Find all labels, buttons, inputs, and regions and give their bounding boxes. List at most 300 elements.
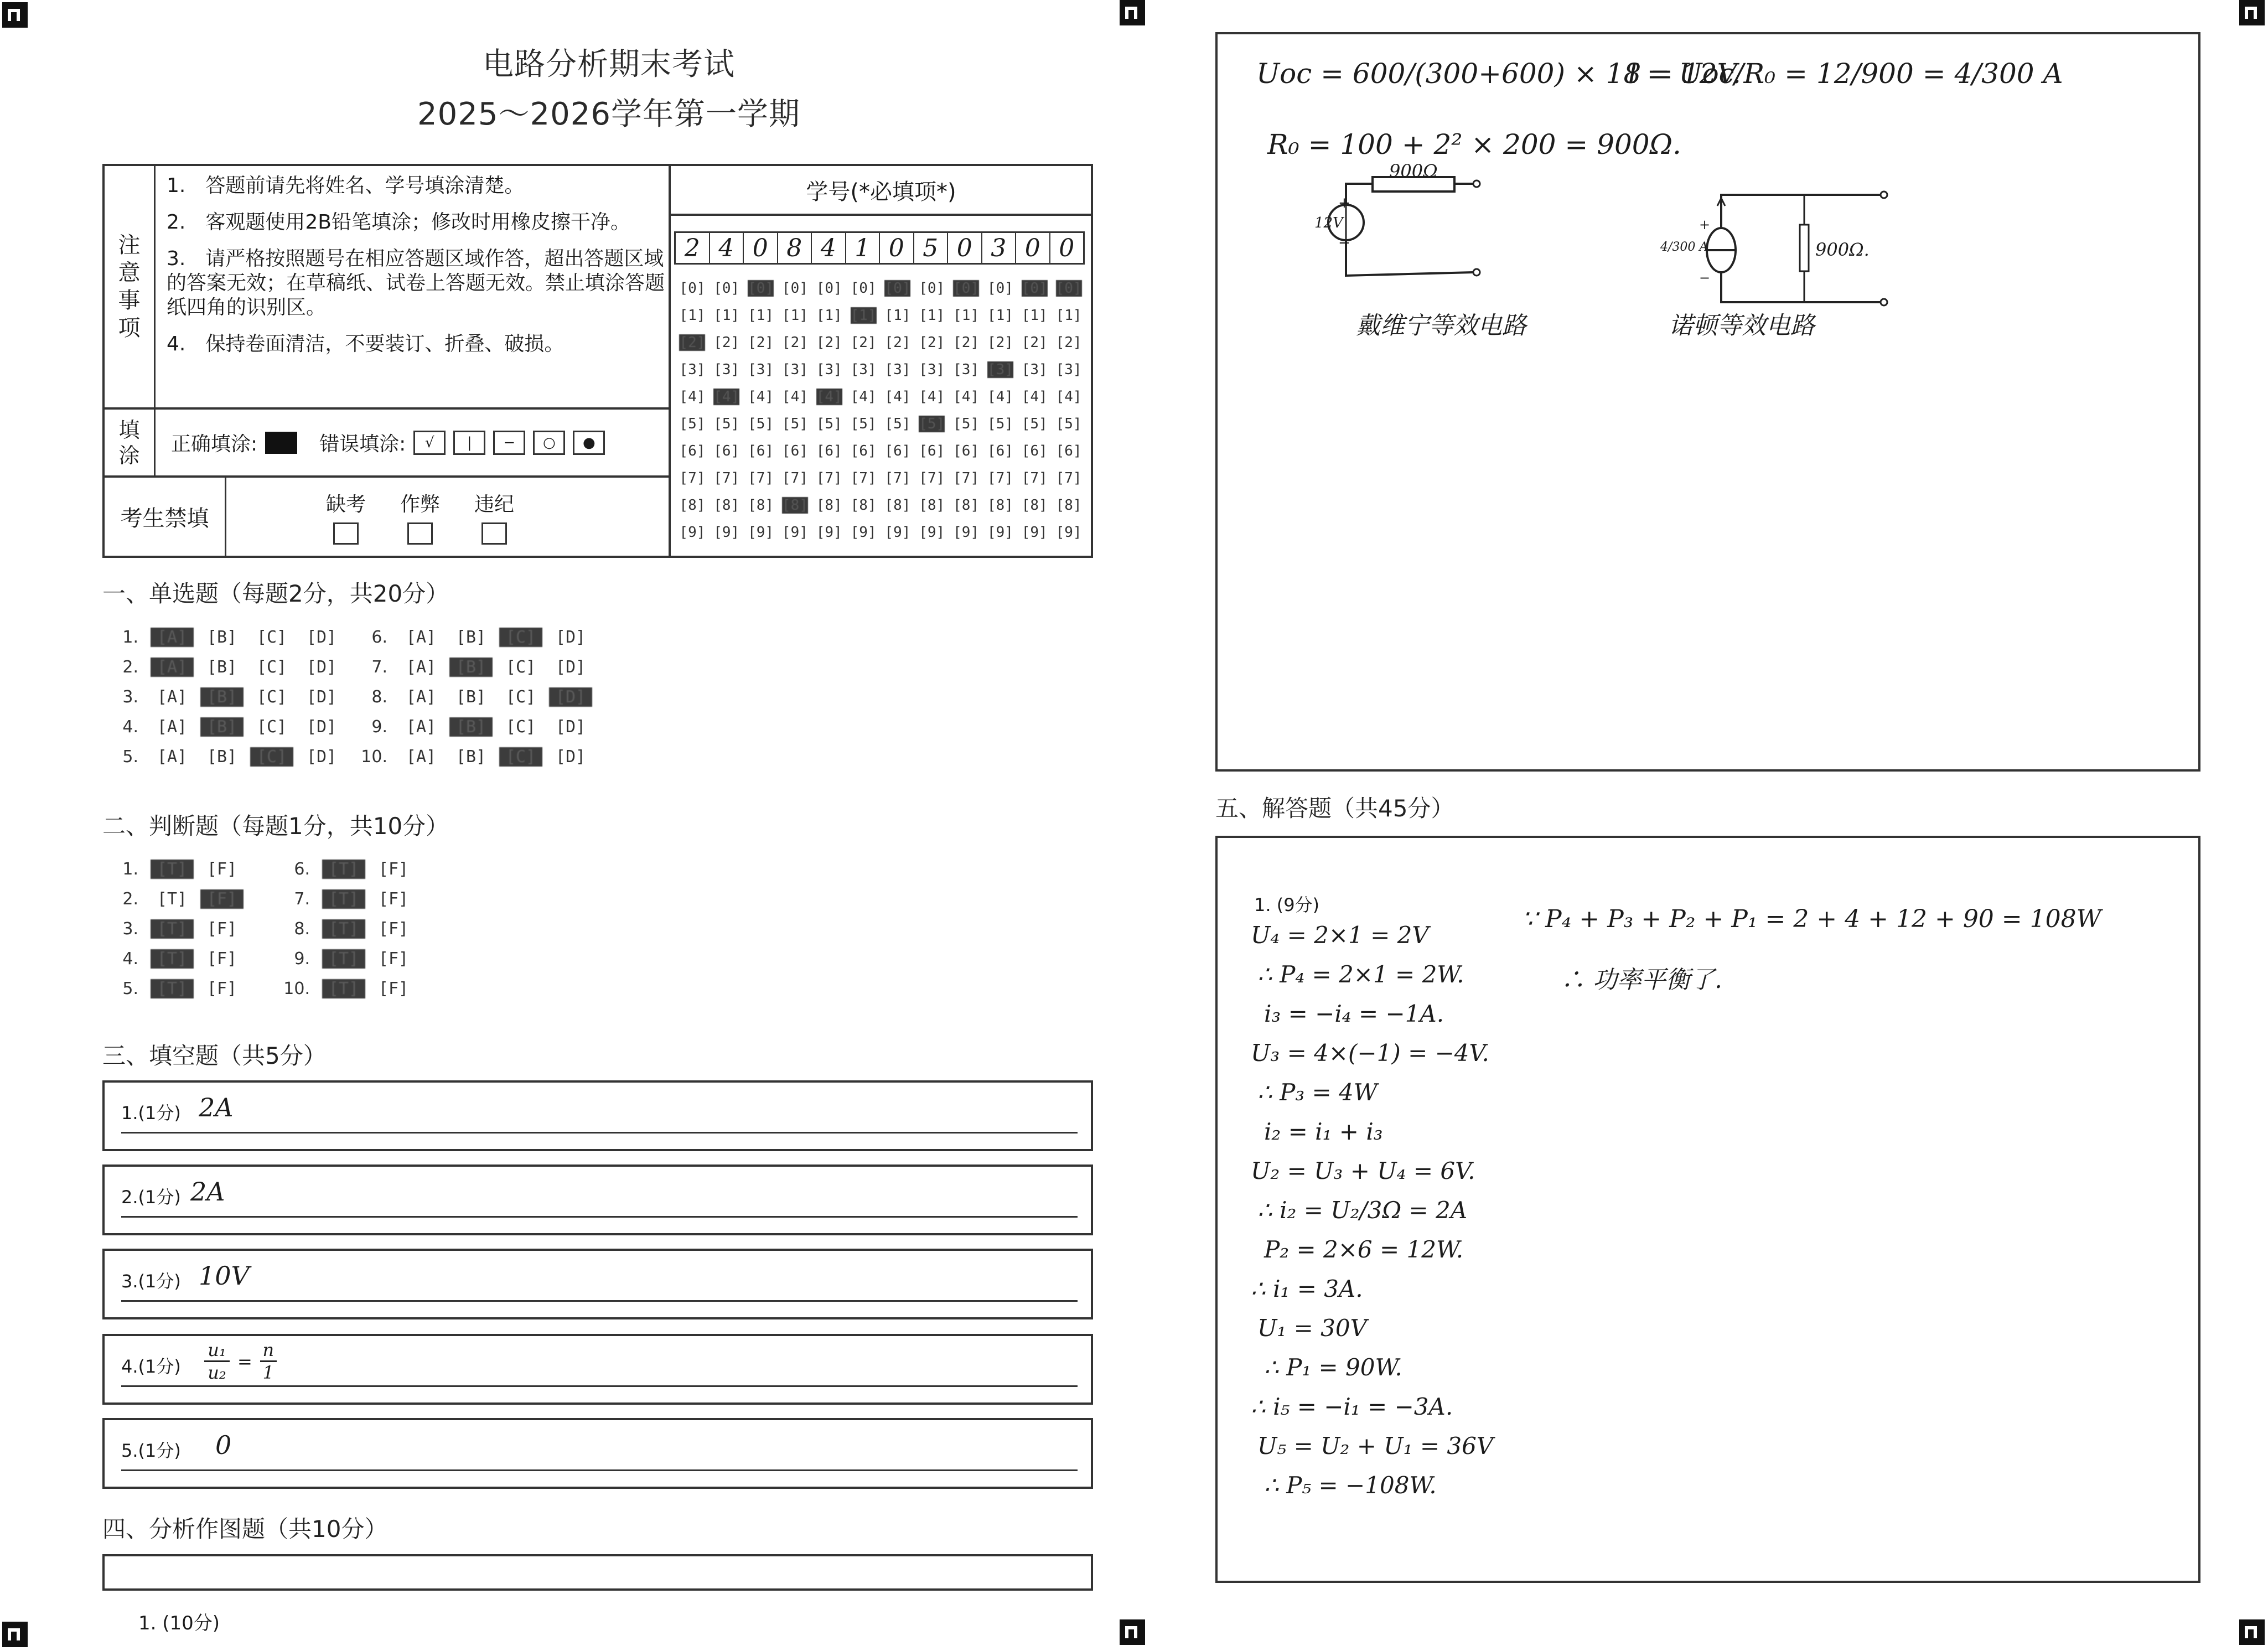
corner-marker-top-center bbox=[1120, 0, 1145, 25]
student-id-bubble[interactable]: [0] bbox=[919, 280, 945, 297]
student-id-bubble[interactable]: [3] bbox=[1055, 361, 1082, 378]
corner-marker-top-left bbox=[2, 2, 28, 28]
option-bubble-d[interactable]: [D] bbox=[306, 747, 337, 767]
corner-marker-top-right bbox=[2239, 0, 2265, 25]
student-id-bubble[interactable]: [7] bbox=[953, 469, 980, 486]
forbidden-label: 考生禁填 bbox=[105, 478, 226, 556]
option-bubble-t[interactable]: [T] bbox=[151, 919, 194, 939]
note-item: 1. 答题前请先将姓名、学号填涂清楚。 bbox=[167, 174, 525, 197]
notes-section bbox=[105, 166, 671, 410]
student-id-header: 学号(*必填项*) bbox=[671, 166, 1091, 216]
student-id-bubble[interactable]: [8] bbox=[679, 496, 706, 514]
student-id-bubble[interactable]: [6] bbox=[919, 442, 945, 459]
student-id-bubble[interactable]: [9] bbox=[1021, 524, 1048, 541]
question-number: 5. bbox=[122, 747, 138, 767]
student-id-bubble[interactable]: [9] bbox=[679, 524, 706, 541]
question-number: 7. bbox=[371, 657, 387, 677]
option-bubble-f[interactable]: [F] bbox=[206, 859, 237, 879]
section5-left-work bbox=[1251, 915, 1493, 1505]
option-bubble-d[interactable]: [D] bbox=[306, 657, 337, 677]
student-id-bubble[interactable]: [8] bbox=[781, 496, 808, 514]
option-bubble-b[interactable]: [B] bbox=[206, 747, 237, 767]
student-id-bubble[interactable]: [5] bbox=[713, 415, 740, 432]
option-bubble-b[interactable]: [B] bbox=[455, 747, 486, 767]
student-id-bubble[interactable]: [1] bbox=[1021, 307, 1048, 324]
question-row bbox=[105, 712, 350, 742]
student-id-bubble[interactable]: [1] bbox=[850, 307, 877, 324]
student-id-bubble[interactable]: [1] bbox=[748, 307, 774, 324]
student-id-bubble[interactable]: [0] bbox=[679, 280, 706, 297]
question-row bbox=[277, 944, 422, 974]
question-number: 1. bbox=[122, 859, 138, 879]
student-id-bubble[interactable]: [8] bbox=[884, 496, 911, 514]
student-id-bubble[interactable]: [4] bbox=[1055, 388, 1082, 405]
student-id-bubble[interactable]: [4] bbox=[781, 388, 808, 405]
violation-label: 违纪 bbox=[474, 493, 515, 516]
work-line: ∴ P₃ = 4W bbox=[1257, 1079, 1378, 1106]
question-number: 2. bbox=[122, 657, 138, 677]
student-id-bubble[interactable]: [9] bbox=[953, 524, 980, 541]
student-id-digit-cell[interactable]: 5 bbox=[914, 233, 949, 263]
question-number: 3. bbox=[122, 919, 138, 939]
exam-term: 2025～2026学年第一学期 bbox=[417, 96, 801, 132]
student-id-bubble[interactable]: [5] bbox=[987, 415, 1013, 432]
work-line: ∴ P₁ = 90W. bbox=[1264, 1354, 1402, 1381]
option-bubble-d[interactable]: [D] bbox=[549, 687, 592, 707]
student-id-bubble[interactable]: [2] bbox=[816, 334, 842, 351]
fill-guide bbox=[105, 410, 671, 478]
blank-answer-3: 10V bbox=[199, 1261, 250, 1291]
option-bubble-d[interactable]: [D] bbox=[555, 657, 586, 677]
student-id-bubble[interactable]: [6] bbox=[679, 442, 706, 459]
student-id-bubble[interactable]: [1] bbox=[816, 307, 842, 324]
notes-label: 注 意 事 项 bbox=[105, 166, 156, 407]
student-id-bubble[interactable]: [2] bbox=[748, 334, 774, 351]
corner-marker-bottom-center bbox=[1120, 1619, 1145, 1645]
question-number: 6. bbox=[294, 859, 310, 879]
work-line: ∴ i₁ = 3A. bbox=[1251, 1275, 1363, 1302]
section5-answer-box[interactable] bbox=[1215, 836, 2200, 1583]
student-id-bubble[interactable]: [7] bbox=[679, 469, 706, 486]
option-bubble-f[interactable]: [F] bbox=[206, 919, 237, 939]
option-bubble-t[interactable]: [T] bbox=[151, 979, 194, 998]
r0-equation: R₀ = 100 + 2² × 200 = 900Ω. bbox=[1267, 128, 1681, 161]
student-id-bubble[interactable]: [6] bbox=[816, 442, 842, 459]
student-id-bubble[interactable]: [5] bbox=[884, 415, 911, 432]
norton-resistor-label: 900Ω. bbox=[1815, 239, 1870, 260]
option-bubble-c[interactable]: [C] bbox=[256, 627, 287, 647]
work-line: U₂ = U₃ + U₄ = 6V. bbox=[1251, 1157, 1475, 1184]
student-id-bubble[interactable]: [6] bbox=[713, 442, 740, 459]
student-id-bubble[interactable]: [8] bbox=[850, 496, 877, 514]
option-bubble-a[interactable]: [A] bbox=[151, 628, 194, 647]
work-line: U₅ = U₂ + U₁ = 36V bbox=[1257, 1432, 1494, 1459]
work-line: P₂ = 2×6 = 12W. bbox=[1264, 1236, 1464, 1263]
option-bubble-f[interactable]: [F] bbox=[378, 859, 409, 879]
student-id-bubble[interactable]: [2] bbox=[884, 334, 911, 351]
option-bubble-t[interactable]: [T] bbox=[322, 889, 365, 909]
tf-column-1 bbox=[105, 854, 250, 1003]
question-number: 6. bbox=[371, 627, 387, 647]
student-id-bubble[interactable]: [8] bbox=[713, 496, 740, 514]
tf-column-2 bbox=[277, 854, 422, 1003]
student-id-bubble[interactable]: [1] bbox=[953, 307, 980, 324]
current-equation: I = Uoc/R₀ = 12/900 = 4/300 A bbox=[1627, 58, 2063, 90]
note-item: 3. 请严格按照题号在相应答题区域作答，超出答题区域的答案无效；在草稿纸、试卷上答题无效。禁止填涂答题纸四角的识别区。 bbox=[167, 247, 665, 319]
student-id-bubble[interactable]: [5] bbox=[850, 415, 877, 432]
question-number: 1. bbox=[122, 627, 138, 647]
student-id-bubble[interactable]: [6] bbox=[781, 442, 808, 459]
student-id-bubble[interactable]: [6] bbox=[850, 442, 877, 459]
student-id-bubble[interactable]: [9] bbox=[919, 524, 945, 541]
student-id-bubble[interactable]: [2] bbox=[679, 334, 706, 351]
student-id-bubble[interactable]: [2] bbox=[781, 334, 808, 351]
question-number: 10. bbox=[283, 979, 310, 998]
option-bubble-a[interactable]: [A] bbox=[151, 658, 194, 677]
option-bubble-c[interactable]: [C] bbox=[256, 717, 287, 737]
student-id-bubble[interactable]: [7] bbox=[1055, 469, 1082, 486]
exam-title: 电路分析期末考试 bbox=[483, 46, 735, 82]
option-bubble-a[interactable]: [A] bbox=[157, 717, 188, 737]
student-id-bubble[interactable]: [3] bbox=[884, 361, 911, 378]
student-id-section bbox=[671, 166, 1091, 556]
option-bubble-a[interactable]: [A] bbox=[157, 747, 188, 767]
student-id-bubble[interactable]: [0] bbox=[987, 280, 1013, 297]
info-table bbox=[102, 164, 1093, 558]
work-line: i₃ = −i₄ = −1A. bbox=[1264, 1000, 1444, 1027]
student-id-bubble[interactable]: [8] bbox=[816, 496, 842, 514]
section4-answer-box[interactable] bbox=[102, 1554, 1093, 1591]
student-id-bubble[interactable]: [3] bbox=[713, 361, 740, 378]
question-row bbox=[105, 914, 250, 944]
student-id-bubble[interactable]: [2] bbox=[919, 334, 945, 351]
student-id-bubble[interactable]: [5] bbox=[679, 415, 706, 432]
student-id-digit-cell[interactable]: 0 bbox=[744, 233, 778, 263]
question-row bbox=[354, 742, 599, 772]
option-bubble-c[interactable]: [C] bbox=[499, 628, 542, 647]
student-id-bubble[interactable]: [1] bbox=[679, 307, 706, 324]
blank-box-3[interactable]: 3.(1分) 10V bbox=[102, 1249, 1093, 1319]
student-id-bubble[interactable]: [8] bbox=[1055, 496, 1082, 514]
question-number: 3. bbox=[122, 687, 138, 707]
norton-minus-label: − bbox=[1699, 270, 1711, 286]
thevenin-caption: 戴维宁等效电路 bbox=[1356, 312, 1526, 340]
note-item: 4. 保持卷面清洁，不要装订、折叠、破损。 bbox=[167, 333, 565, 355]
student-id-bubble[interactable]: [6] bbox=[884, 442, 911, 459]
option-bubble-f[interactable]: [F] bbox=[206, 949, 237, 969]
student-id-bubble[interactable]: [4] bbox=[987, 388, 1013, 405]
option-bubble-d[interactable]: [D] bbox=[555, 627, 586, 647]
work-line: i₂ = i₁ + i₃ bbox=[1264, 1118, 1383, 1145]
student-id-bubble[interactable]: [4] bbox=[679, 388, 706, 405]
violation-checkbox[interactable] bbox=[481, 522, 507, 545]
student-id-bubble[interactable]: [3] bbox=[1021, 361, 1048, 378]
work-line: ∴ 功率平衡了. bbox=[1561, 966, 1722, 994]
option-bubble-b[interactable]: [B] bbox=[449, 658, 493, 677]
question-row bbox=[354, 622, 599, 652]
option-bubble-c[interactable]: [C] bbox=[256, 657, 287, 677]
blank-box-2[interactable]: 2.(1分) 2A bbox=[102, 1165, 1093, 1235]
student-id-bubble[interactable]: [4] bbox=[884, 388, 911, 405]
section5-heading: 五、解答题（共45分） bbox=[1215, 795, 1454, 822]
question-number: 9. bbox=[294, 949, 310, 969]
student-id-bubble[interactable]: [7] bbox=[1021, 469, 1048, 486]
student-id-bubble[interactable]: [7] bbox=[713, 469, 740, 486]
option-bubble-c[interactable]: [C] bbox=[499, 747, 542, 767]
option-bubble-b[interactable]: [B] bbox=[206, 627, 237, 647]
work-line: ∴ P₅ = −108W. bbox=[1264, 1472, 1437, 1499]
student-id-bubble[interactable]: [3] bbox=[781, 361, 808, 378]
norton-source-label: 4/300 A bbox=[1660, 240, 1708, 254]
student-id-bubble[interactable]: [3] bbox=[953, 361, 980, 378]
question-row bbox=[277, 974, 422, 1003]
work-line: ∴ P₄ = 2×1 = 2W. bbox=[1257, 961, 1464, 988]
student-id-bubble[interactable]: [3] bbox=[987, 361, 1013, 378]
student-id-bubble[interactable]: [9] bbox=[850, 524, 877, 541]
work-line: U₃ = 4×(−1) = −4V. bbox=[1251, 1039, 1489, 1067]
student-id-bubble[interactable]: [0] bbox=[1021, 280, 1048, 297]
student-id-bubble[interactable]: [9] bbox=[816, 524, 842, 541]
question-row bbox=[105, 652, 350, 682]
blank-box-1[interactable]: 1.(1分) 2A bbox=[102, 1080, 1093, 1151]
question-row bbox=[105, 854, 250, 884]
student-id-bubble[interactable]: [7] bbox=[850, 469, 877, 486]
option-bubble-c[interactable]: [C] bbox=[505, 717, 536, 737]
question-row bbox=[354, 652, 599, 682]
section4-heading: 四、分析作图题（共10分） bbox=[102, 1515, 388, 1543]
section4-work-box[interactable] bbox=[1215, 32, 2200, 772]
forbidden-section bbox=[105, 478, 671, 556]
note-item: 2. 客观题使用2B铅笔填涂；修改时用橡皮擦干净。 bbox=[167, 211, 630, 234]
work-line: U₄ = 2×1 = 2V bbox=[1251, 922, 1429, 949]
student-id-bubble[interactable]: [6] bbox=[987, 442, 1013, 459]
student-id-bubble[interactable]: [0] bbox=[748, 280, 774, 297]
option-bubble-f[interactable]: [F] bbox=[378, 889, 409, 909]
student-id-bubble[interactable]: [7] bbox=[884, 469, 911, 486]
corner-marker-bottom-right bbox=[2239, 1619, 2265, 1645]
student-id-bubble[interactable]: [4] bbox=[748, 388, 774, 405]
question-number: 4. bbox=[122, 717, 138, 737]
option-bubble-b[interactable]: [B] bbox=[206, 657, 237, 677]
student-id-digit-cell[interactable]: 4 bbox=[710, 233, 744, 263]
student-id-bubble[interactable]: [6] bbox=[1055, 442, 1082, 459]
student-id-bubble[interactable]: [8] bbox=[919, 496, 945, 514]
question-number: 9. bbox=[371, 717, 387, 737]
blank-answer-2: 2A bbox=[190, 1177, 225, 1207]
option-bubble-t[interactable]: [T] bbox=[322, 979, 365, 998]
student-id-bubble[interactable]: [4] bbox=[919, 388, 945, 405]
student-id-bubble[interactable]: [9] bbox=[884, 524, 911, 541]
student-id-bubble[interactable]: [8] bbox=[953, 496, 980, 514]
blank-box-5[interactable]: 5.(1分) 0 bbox=[102, 1418, 1093, 1489]
thevenin-source-label: 12V bbox=[1314, 215, 1343, 231]
question-number: 4. bbox=[122, 949, 138, 969]
wrong-fill-line-icon: | bbox=[453, 431, 485, 455]
student-id-bubble[interactable]: [5] bbox=[781, 415, 808, 432]
blank-answer-4: u₁ u₂ = n 1 bbox=[204, 1339, 277, 1383]
student-id-digit-cell[interactable]: 0 bbox=[880, 233, 914, 263]
student-id-bubble[interactable]: [5] bbox=[748, 415, 774, 432]
student-id-bubble[interactable]: [2] bbox=[1055, 334, 1082, 351]
student-id-bubble[interactable]: [3] bbox=[748, 361, 774, 378]
student-id-bubble[interactable]: [5] bbox=[1055, 415, 1082, 432]
option-bubble-t[interactable]: [T] bbox=[151, 949, 194, 969]
student-id-digit-cell[interactable]: 2 bbox=[676, 233, 710, 263]
student-id-bubble[interactable]: [5] bbox=[919, 415, 945, 432]
student-id-bubble[interactable]: [6] bbox=[953, 442, 980, 459]
student-id-bubble[interactable]: [5] bbox=[1021, 415, 1048, 432]
option-bubble-t[interactable]: [T] bbox=[157, 889, 188, 909]
student-id-bubble[interactable]: [6] bbox=[748, 442, 774, 459]
option-bubble-f[interactable]: [F] bbox=[378, 979, 409, 998]
option-bubble-t[interactable]: [T] bbox=[322, 860, 365, 879]
student-id-bubble[interactable]: [2] bbox=[713, 334, 740, 351]
option-bubble-t[interactable]: [T] bbox=[151, 860, 194, 879]
student-id-bubble[interactable]: [3] bbox=[919, 361, 945, 378]
student-id-digit-cell[interactable]: 1 bbox=[846, 233, 881, 263]
question-row bbox=[354, 712, 599, 742]
corner-marker-bottom-left bbox=[2, 1622, 28, 1647]
option-bubble-b[interactable]: [B] bbox=[455, 627, 486, 647]
option-bubble-t[interactable]: [T] bbox=[322, 919, 365, 939]
student-id-bubble[interactable]: [7] bbox=[748, 469, 774, 486]
student-id-bubble[interactable]: [3] bbox=[850, 361, 877, 378]
student-id-bubble[interactable]: [0] bbox=[713, 280, 740, 297]
question-number: 2. bbox=[122, 889, 138, 909]
student-id-bubble[interactable]: [4] bbox=[953, 388, 980, 405]
student-id-bubble[interactable]: [1] bbox=[1055, 307, 1082, 324]
student-id-bubble[interactable]: [4] bbox=[850, 388, 877, 405]
work-line: U₁ = 30V bbox=[1257, 1314, 1367, 1342]
option-bubble-d[interactable]: [D] bbox=[555, 717, 586, 737]
section4-q1-label: 1. (10分) bbox=[138, 1612, 220, 1634]
student-id-bubble[interactable]: [0] bbox=[850, 280, 877, 297]
option-bubble-d[interactable]: [D] bbox=[306, 687, 337, 707]
student-id-digit-cell[interactable]: 0 bbox=[1016, 233, 1050, 263]
absent-label: 缺考 bbox=[326, 493, 366, 516]
student-id-bubble[interactable]: [9] bbox=[713, 524, 740, 541]
uoc-equation: Uoc = 600/(300+600) × 18 = 12V. bbox=[1256, 58, 1741, 90]
student-id-bubble[interactable]: [7] bbox=[919, 469, 945, 486]
work-line: ∴ i₂ = U₂/3Ω = 2A bbox=[1257, 1197, 1468, 1224]
student-id-bubble[interactable]: [4] bbox=[1021, 388, 1048, 405]
norton-plus-label: + bbox=[1699, 217, 1711, 232]
student-id-bubble[interactable]: [9] bbox=[781, 524, 808, 541]
question-row bbox=[105, 944, 250, 974]
option-bubble-c[interactable]: [C] bbox=[505, 657, 536, 677]
student-id-bubble[interactable]: [2] bbox=[953, 334, 980, 351]
student-id-digit-cell[interactable]: 0 bbox=[1059, 234, 1075, 262]
option-bubble-c[interactable]: [C] bbox=[250, 747, 293, 767]
student-id-bubble[interactable]: [1] bbox=[781, 307, 808, 324]
option-bubble-c[interactable]: [C] bbox=[256, 687, 287, 707]
student-id-bubble[interactable]: [0] bbox=[1055, 280, 1082, 297]
student-id-bubble[interactable]: [9] bbox=[987, 524, 1013, 541]
student-id-digit-cell[interactable]: 4 bbox=[812, 233, 846, 263]
option-bubble-d[interactable]: [D] bbox=[306, 717, 337, 737]
option-bubble-a[interactable]: [A] bbox=[406, 687, 437, 707]
section5-q1-label: 1. (9分) bbox=[1254, 894, 1320, 915]
student-id-bubble[interactable]: [1] bbox=[884, 307, 911, 324]
student-id-bubble[interactable]: [3] bbox=[679, 361, 706, 378]
option-bubble-b[interactable]: [B] bbox=[200, 687, 244, 707]
option-bubble-f[interactable]: [F] bbox=[206, 979, 237, 998]
thevenin-resistor-label: 900Ω bbox=[1389, 161, 1438, 182]
question-row bbox=[105, 884, 250, 914]
work-line: ∵ P₄ + P₃ + P₂ + P₁ = 2 + 4 + 12 + 90 = 108W bbox=[1522, 905, 2101, 933]
student-id-bubble[interactable]: [1] bbox=[919, 307, 945, 324]
student-id-bubble[interactable]: [8] bbox=[987, 496, 1013, 514]
option-bubble-d[interactable]: [D] bbox=[306, 627, 337, 647]
absent-checkbox[interactable] bbox=[333, 522, 359, 545]
student-id-bubble[interactable]: [4] bbox=[713, 388, 740, 405]
student-id-bubble[interactable]: [3] bbox=[816, 361, 842, 378]
student-id-bubble[interactable]: [9] bbox=[1055, 524, 1082, 541]
student-id-bubble[interactable]: [2] bbox=[850, 334, 877, 351]
student-id-bubble[interactable]: [6] bbox=[1021, 442, 1048, 459]
option-bubble-f[interactable]: [F] bbox=[378, 919, 409, 939]
cheating-checkbox[interactable] bbox=[407, 522, 433, 545]
student-id-bubble[interactable]: [2] bbox=[987, 334, 1013, 351]
student-id-bubble[interactable]: [9] bbox=[748, 524, 774, 541]
student-id-bubble[interactable]: [4] bbox=[816, 388, 842, 405]
norton-caption: 诺顿等效电路 bbox=[1669, 312, 1815, 340]
correct-fill-example bbox=[265, 432, 297, 454]
student-id-bubble[interactable]: [1] bbox=[987, 307, 1013, 324]
option-bubble-a[interactable]: [A] bbox=[406, 747, 437, 767]
option-bubble-d[interactable]: [D] bbox=[555, 747, 586, 767]
student-id-bubble[interactable]: [2] bbox=[1021, 334, 1048, 351]
student-id-bubble-grid bbox=[675, 275, 1086, 546]
student-id-digit-cell[interactable]: 3 bbox=[982, 233, 1017, 263]
student-id-bubble[interactable]: [8] bbox=[748, 496, 774, 514]
question-number: 8. bbox=[294, 919, 310, 939]
mcq-column-1 bbox=[105, 622, 350, 772]
option-bubble-a[interactable]: [A] bbox=[406, 627, 437, 647]
option-bubble-f[interactable]: [F] bbox=[378, 949, 409, 969]
student-id-bubble[interactable]: [0] bbox=[953, 280, 980, 297]
student-id-bubble[interactable]: [7] bbox=[987, 469, 1013, 486]
option-bubble-a[interactable]: [A] bbox=[406, 717, 437, 737]
student-id-bubble[interactable]: [1] bbox=[713, 307, 740, 324]
student-id-bubble[interactable]: [8] bbox=[1021, 496, 1048, 514]
student-id-bubble[interactable]: [0] bbox=[781, 280, 808, 297]
student-id-digit-cell[interactable]: 8 bbox=[778, 233, 812, 263]
blank-box-4[interactable]: 4.(1分) u₁ u₂ = n 1 bbox=[102, 1334, 1093, 1405]
student-id-bubble[interactable]: [7] bbox=[781, 469, 808, 486]
question-number: 5. bbox=[122, 979, 138, 998]
question-row bbox=[354, 682, 599, 712]
option-bubble-b[interactable]: [B] bbox=[455, 687, 486, 707]
option-bubble-f[interactable]: [F] bbox=[200, 889, 244, 909]
question-number: 8. bbox=[371, 687, 387, 707]
student-id-bubble[interactable]: [5] bbox=[953, 415, 980, 432]
option-bubble-a[interactable]: [A] bbox=[157, 687, 188, 707]
student-id-bubble[interactable]: [0] bbox=[884, 280, 911, 297]
thevenin-minus-label: − bbox=[1338, 235, 1350, 251]
option-bubble-c[interactable]: [C] bbox=[505, 687, 536, 707]
blank-answer-5: 0 bbox=[215, 1430, 232, 1460]
option-bubble-t[interactable]: [T] bbox=[322, 949, 365, 969]
option-bubble-b[interactable]: [B] bbox=[449, 717, 493, 737]
student-id-bubble[interactable]: [7] bbox=[816, 469, 842, 486]
student-id-bubble[interactable]: [0] bbox=[816, 280, 842, 297]
option-bubble-b[interactable]: [B] bbox=[200, 717, 244, 737]
option-bubble-a[interactable]: [A] bbox=[406, 657, 437, 677]
wrong-fill-dash-icon: − bbox=[493, 431, 525, 455]
student-id-digit-cell[interactable]: 0 bbox=[948, 233, 982, 263]
student-id-bubble[interactable]: [5] bbox=[816, 415, 842, 432]
